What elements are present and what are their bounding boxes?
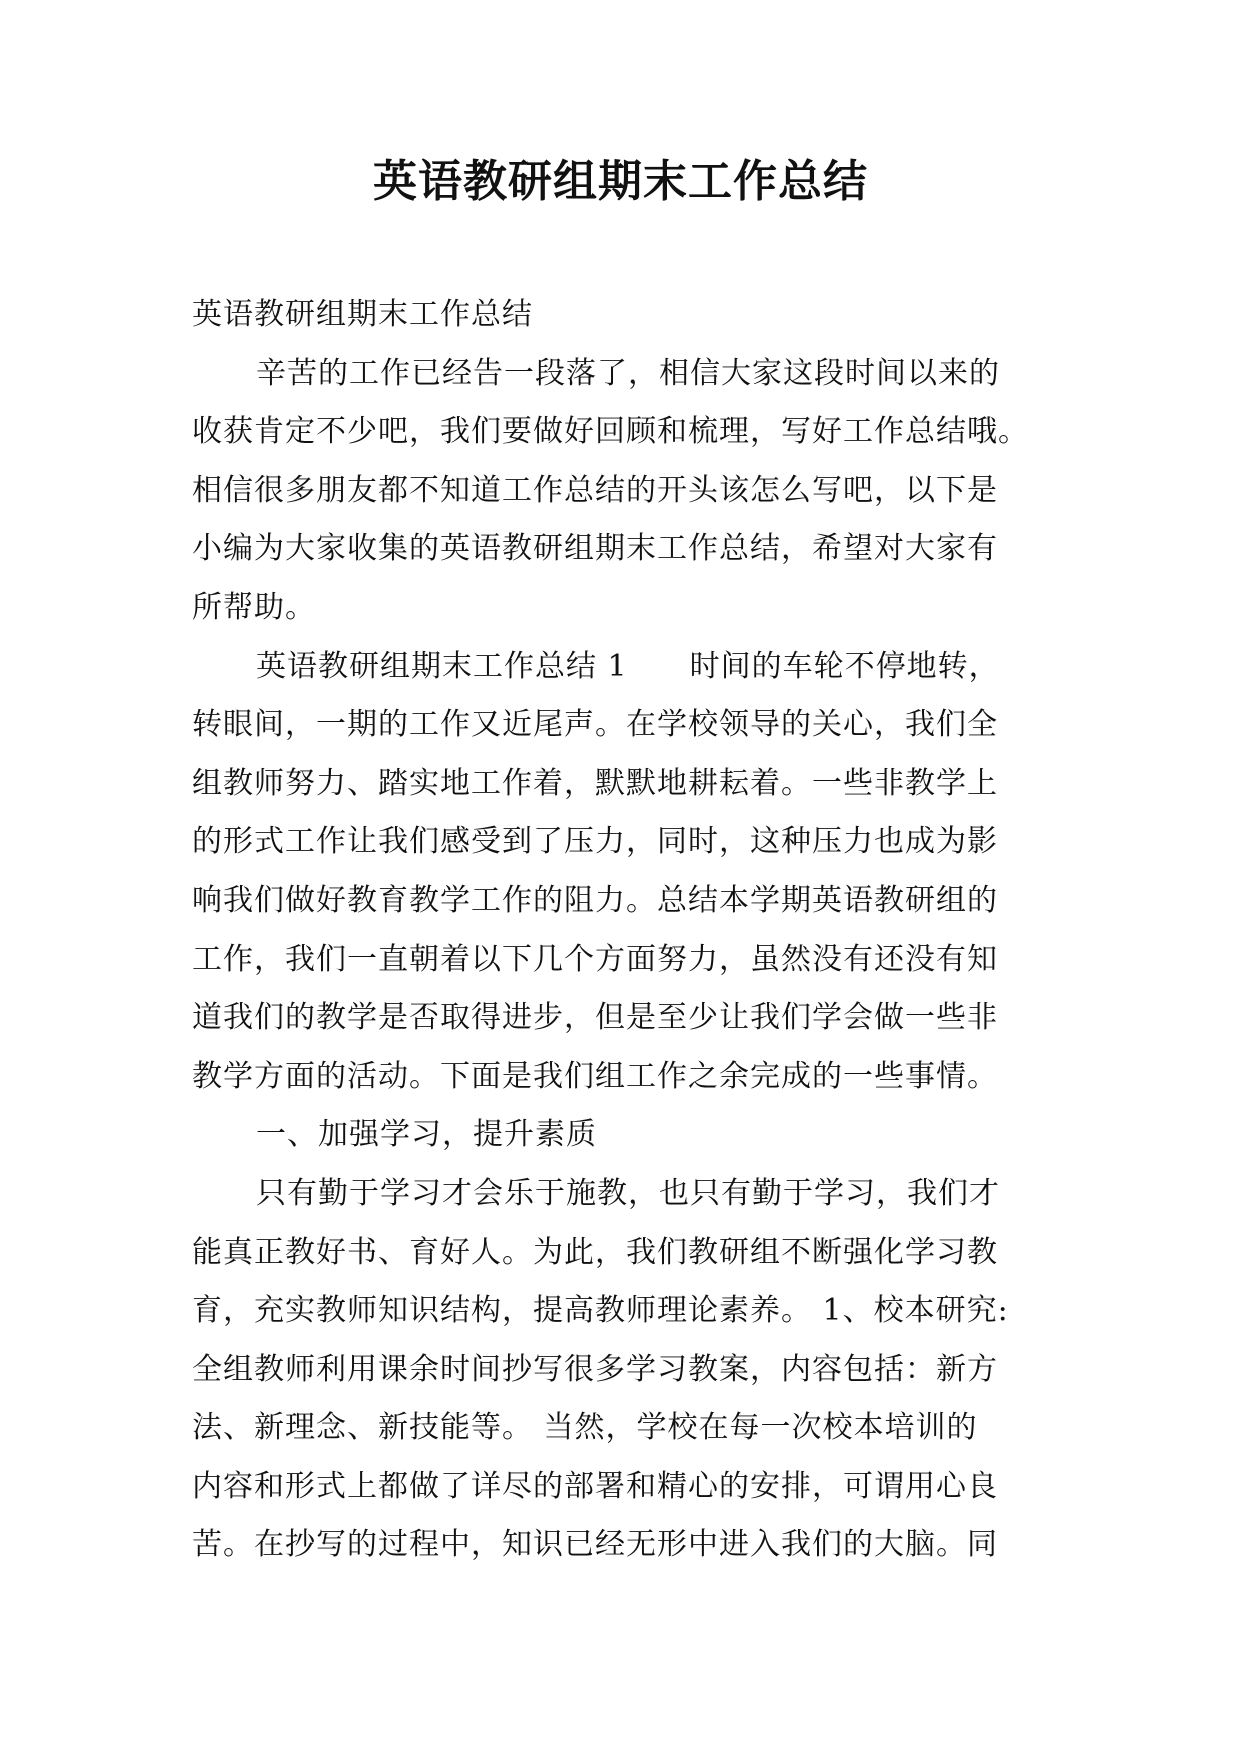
text-line: 能真正教好书、育好人。为此，我们教研组不断强化学习教 [192, 1234, 998, 1270]
text-line: 响我们做好教育教学工作的阻力。总结本学期英语教研组的 [192, 882, 998, 918]
text-line: 苦。在抄写的过程中，知识已经无形中进入我们的大脑。同 [192, 1527, 998, 1563]
text-line: 小编为大家收集的英语教研组期末工作总结，希望对大家有 [192, 531, 998, 567]
text-line: 工作，我们一直朝着以下几个方面努力，虽然没有还没有知 [192, 941, 998, 977]
text-line: 内容和形式上都做了详尽的部署和精心的安排，可谓用心良 [192, 1468, 998, 1504]
text-line: 相信很多朋友都不知道工作总结的开头该怎么写吧，以下是 [192, 472, 998, 508]
section-heading: 一、加强学习，提升素质 [256, 1117, 597, 1153]
text-line: 所帮助。 [192, 589, 316, 625]
text-line: 英语教研组期末工作总结 [192, 297, 533, 332]
text-line: 的形式工作让我们感受到了压力，同时，这种压力也成为影 [192, 824, 998, 860]
text-line: 法、新理念、新技能等。 当然，学校在每一次校本培训的 [192, 1410, 978, 1446]
document-title: 英语教研组期末工作总结 [373, 156, 868, 207]
text-line: 全组教师利用课余时间抄写很多学习教案，内容包括：新方 [192, 1351, 998, 1387]
text-line: 辛苦的工作已经告一段落了，相信大家这段时间以来的 [256, 355, 1000, 391]
text-line: 转眼间，一期的工作又近尾声。在学校领导的关心，我们全 [192, 707, 998, 743]
text-line: 道我们的教学是否取得进步，但是至少让我们学会做一些非 [192, 1000, 998, 1036]
text-line: 育，充实教师知识结构，提高教师理论素养。 1、校本研究: [192, 1293, 1009, 1329]
text-line: 只有勤于学习才会乐于施教，也只有勤于学习，我们才 [256, 1175, 1000, 1211]
text-line: 收获肯定不少吧，我们要做好回顾和梳理，写好工作总结哦。 [192, 414, 1029, 450]
text-line: 英语教研组期末工作总结 1 时间的车轮不停地转， [256, 648, 1000, 684]
text-line: 组教师努力、踏实地工作着，默默地耕耘着。一些非教学上 [192, 765, 998, 801]
document-body [192, 286, 1072, 1575]
text-line: 教学方面的活动。下面是我们组工作之余完成的一些事情。 [192, 1058, 998, 1094]
